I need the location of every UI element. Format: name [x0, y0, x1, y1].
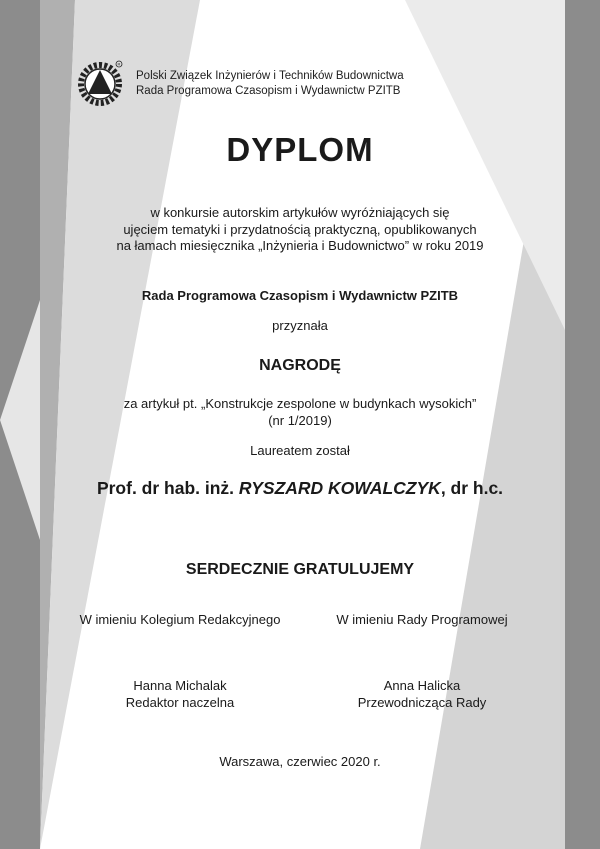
prize-heading: NAGRODĘ: [259, 357, 341, 374]
pzitb-logo-icon: [74, 58, 126, 110]
left-signatory: [40, 678, 320, 711]
subtitle-line: w konkursie autorskim artykułów wyróżniających się: [150, 205, 450, 220]
diploma-title: DYPLOM: [226, 131, 374, 168]
awarded-text: przyznała: [272, 318, 328, 333]
header-text: [136, 69, 404, 99]
left-behalf: W imieniu Kolegium Redakcyjnego: [79, 612, 281, 627]
signatory-name: Anna Halicka: [383, 678, 461, 693]
header: [74, 58, 404, 110]
congratulations: SERDECZNIE GRATULUJEMY: [185, 561, 415, 578]
awarding-council: Rada Programowa Czasopism i Wydawnictw PZITB: [141, 288, 459, 303]
right-behalf: W imieniu Rady Programowej: [336, 612, 508, 627]
laureate-prefix: Prof. dr hab. inż.: [96, 478, 239, 498]
subtitle-line: ujęciem tematyki i przydatnością praktyczną, opublikowanych: [123, 221, 477, 237]
laureate-surname: RYSZARD KOWALCZYK: [238, 478, 441, 498]
laureate-label: Laureatem został: [250, 443, 350, 458]
svg-text:R: R: [117, 61, 121, 67]
right-signatory: [282, 678, 562, 711]
laureate-name: [0, 478, 600, 499]
place-date: Warszawa, czerwiec 2020 r.: [219, 754, 381, 769]
article-issue: (nr 1/2019): [268, 412, 332, 428]
signatory-role: Przewodnicząca Rady: [357, 694, 487, 710]
laureate-suffix: , dr h.c.: [440, 478, 504, 498]
signatory-role: Redaktor naczelna: [125, 694, 235, 710]
article-info: [0, 396, 600, 429]
signatory-name: Hanna Michalak: [133, 678, 227, 693]
council-name: Rada Programowa Czasopism i Wydawnictw PZITB: [136, 85, 401, 97]
article-title: za artykuł pt. „Konstrukcje zespolone w budynkach wysokich”: [123, 396, 477, 411]
subtitle-line: na łamach miesięcznika „Inżynieria i Budownictwo” w roku 2019: [116, 238, 484, 253]
org-name: Polski Związek Inżynierów i Techników Budownictwa: [136, 70, 404, 82]
subtitle: [0, 205, 600, 255]
